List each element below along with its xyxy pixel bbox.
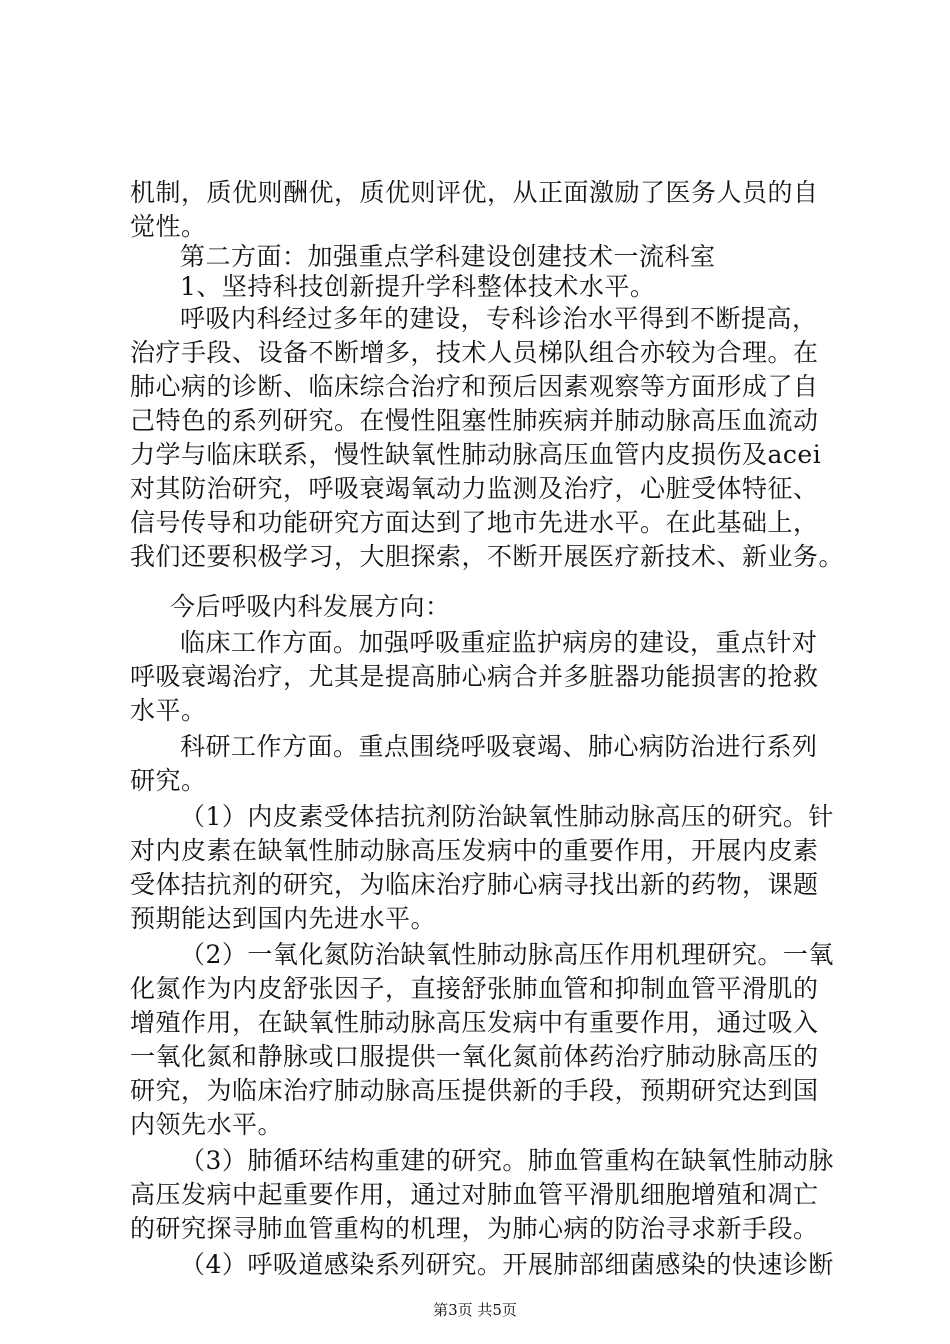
paragraph-line: 水平。 — [130, 696, 207, 725]
paragraph-line: 受体拮抗剂的研究，为临床治疗肺心病寻找出新的药物，课题 — [130, 870, 819, 899]
list-item-line: （2）一氧化氮防治缺氧性肺动脉高压作用机理研究。一氧 — [180, 940, 834, 969]
paragraph-line: 一氧化氮和静脉或口服提供一氧化氮前体药治疗肺动脉高压的 — [130, 1042, 819, 1071]
paragraph-line: 机制，质优则酬优，质优则评优，从正面激励了医务人员的自 — [130, 178, 819, 207]
paragraph-line: 研究。 — [130, 766, 207, 795]
subsection-heading: 1、坚持科技创新提升学科整体技术水平。 — [180, 272, 656, 301]
paragraph-line: 的研究探寻肺血管重构的机理，为肺心病的防治寻求新手段。 — [130, 1214, 819, 1243]
paragraph-line: 力学与临床联系，慢性缺氧性肺动脉高压血管内皮损伤及acei — [130, 440, 822, 469]
paragraph-line: 研究，为临床治疗肺动脉高压提供新的手段，预期研究达到国 — [130, 1076, 819, 1105]
paragraph-line: 治疗手段、设备不断增多，技术人员梯队组合亦较为合理。在 — [130, 338, 819, 367]
paragraph-line: 肺心病的诊断、临床综合治疗和预后因素观察等方面形成了自 — [130, 372, 819, 401]
paragraph-line: 内领先水平。 — [130, 1110, 284, 1139]
subsection-heading: 今后呼吸内科发展方向： — [170, 592, 451, 621]
paragraph-line: 觉性。 — [130, 212, 207, 241]
list-item-line: （3）肺循环结构重建的研究。肺血管重构在缺氧性肺动脉 — [180, 1146, 834, 1175]
paragraph-line: 己特色的系列研究。在慢性阻塞性肺疾病并肺动脉高压血流动 — [130, 406, 819, 435]
section-heading: 第二方面：加强重点学科建设创建技术一流科室 — [180, 242, 716, 271]
paragraph-line: 临床工作方面。加强呼吸重症监护病房的建设，重点针对 — [180, 628, 818, 657]
paragraph-line: 化氮作为内皮舒张因子，直接舒张肺血管和抑制血管平滑肌的 — [130, 974, 819, 1003]
page-footer: 第3页 共5页 — [433, 1301, 517, 1319]
paragraph-line: 信号传导和功能研究方面达到了地市先进水平。在此基础上， — [130, 508, 819, 537]
list-item-line: （4）呼吸道感染系列研究。开展肺部细菌感染的快速诊断 — [180, 1250, 834, 1279]
paragraph-line: 呼吸内科经过多年的建设，专科诊治水平得到不断提高， — [180, 304, 818, 333]
paragraph-line: 我们还要积极学习，大胆探索，不断开展医疗新技术、新业务。 — [130, 542, 845, 571]
paragraph-line: 科研工作方面。重点围绕呼吸衰竭、肺心病防治进行系列 — [180, 732, 818, 761]
paragraph-line: 预期能达到国内先进水平。 — [130, 904, 437, 933]
paragraph-line: 对内皮素在缺氧性肺动脉高压发病中的重要作用，开展内皮素 — [130, 836, 819, 865]
list-item-line: （1）内皮素受体拮抗剂防治缺氧性肺动脉高压的研究。针 — [180, 802, 834, 831]
paragraph-line: 高压发病中起重要作用，通过对肺血管平滑肌细胞增殖和凋亡 — [130, 1180, 819, 1209]
paragraph-line: 呼吸衰竭治疗，尤其是提高肺心病合并多脏器功能损害的抢救 — [130, 662, 819, 691]
paragraph-line: 增殖作用，在缺氧性肺动脉高压发病中有重要作用，通过吸入 — [130, 1008, 819, 1037]
paragraph-line: 对其防治研究，呼吸衰竭氧动力监测及治疗，心脏受体特征、 — [130, 474, 819, 503]
